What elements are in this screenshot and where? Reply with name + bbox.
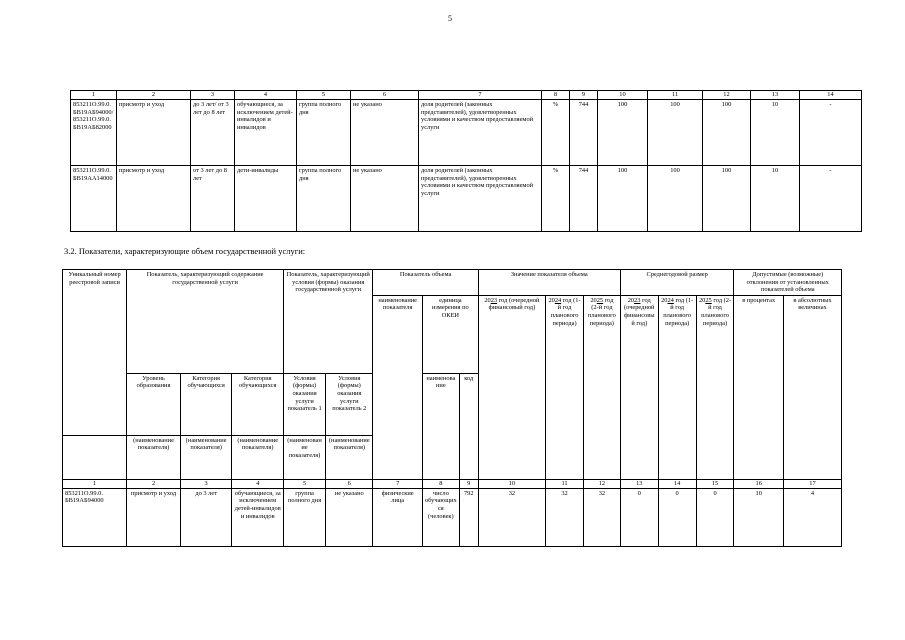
table-cell: не указано <box>351 100 419 166</box>
table-cell: доля родителей (законных представителей), удовлетворенных условиями и качеством предоставляемой услуги <box>419 100 542 166</box>
column-number: 7 <box>373 479 422 488</box>
column-number: 2 <box>127 479 181 488</box>
table-cell: группа полного дня <box>297 166 351 232</box>
header-year-1: 2023 год (очередной финансовый год) <box>478 295 545 479</box>
header-volume-indicator: Показатель объема <box>373 270 478 296</box>
table-cell: доля родителей (законных представителей), удовлетворенных условиями и качеством предоставляемой услуги <box>419 166 542 232</box>
column-number: 14 <box>658 479 696 488</box>
table-cell: 100 <box>703 166 751 232</box>
table-cell: 4 <box>783 488 841 546</box>
table-cell: 100 <box>598 100 648 166</box>
column-number: 7 <box>419 91 542 100</box>
column-number: 1 <box>63 479 127 488</box>
column-number: 8 <box>542 91 570 100</box>
header-content-indicator: Показатель, характеризующий содержание государственной услуги <box>127 270 284 374</box>
table-cell: обучающиеся, за исключением детей-инвалидов и инвалидов <box>232 488 284 546</box>
header-deviation-percent: в процентах <box>734 295 783 479</box>
table-cell: присмотр и уход <box>117 100 191 166</box>
header-volume-name: наименование показателя <box>373 295 422 479</box>
table-cell: 853211О.99.0. БВ19АБ94000 <box>63 488 127 546</box>
column-number: 1 <box>71 91 117 100</box>
table-cell: - <box>800 166 862 232</box>
column-number: 12 <box>583 479 620 488</box>
table-cell: не указано <box>351 166 419 232</box>
column-number: 13 <box>751 91 800 100</box>
header-year-5: 2024 год (1-й год планового периода) <box>658 295 696 479</box>
header-deviation: Допустимые (возможные) отклонения от установленных показателей объема <box>734 270 842 296</box>
table-cell: 100 <box>648 100 703 166</box>
subheader-level: Уровень образования <box>127 373 181 435</box>
column-number: 13 <box>620 479 658 488</box>
table-cell: 32 <box>546 488 584 546</box>
subheader-code: код <box>459 373 478 479</box>
table-cell: 744 <box>570 100 598 166</box>
table-cell: физические лица <box>373 488 422 546</box>
table-cell: группа полного дня <box>284 488 326 546</box>
header-unique-number: Уникальный номер реестровой записи <box>63 270 127 436</box>
table-row <box>63 488 842 546</box>
header-deviation-absolute: в абсолютных величинах <box>783 295 841 479</box>
table-cell: присмотр и уход <box>127 488 181 546</box>
name-hint: (наименование показателя) <box>127 435 181 479</box>
column-number: 3 <box>191 91 235 100</box>
column-number: 11 <box>546 479 584 488</box>
subheader-unit-name: наименование <box>422 373 459 479</box>
table-cell: - <box>800 100 862 166</box>
table-cell: 10 <box>751 100 800 166</box>
table-cell: 10 <box>751 166 800 232</box>
header-average-size: Среднегодовой размер <box>620 270 734 296</box>
subheader-category-1: Категория обучающихся <box>180 373 232 435</box>
column-number: 16 <box>734 479 783 488</box>
column-number: 3 <box>180 479 232 488</box>
quality-indicators-table <box>70 90 862 232</box>
table-row <box>71 100 862 166</box>
table-cell: дети-инвалиды <box>235 166 297 232</box>
volume-indicators-table <box>62 269 842 547</box>
header-conditions-indicator: Показатель, характеризующий условия (формы) оказания государственной услуги <box>284 270 373 374</box>
table-cell: 0 <box>658 488 696 546</box>
table-cell: 744 <box>570 166 598 232</box>
table-row <box>71 166 862 232</box>
column-number: 14 <box>800 91 862 100</box>
empty-cell <box>63 435 127 479</box>
table-cell: 100 <box>648 166 703 232</box>
header-unit: единица измерения по ОКЕИ <box>422 295 478 373</box>
column-number: 4 <box>235 91 297 100</box>
header-year-6: 2025 год (2-й год планового периода) <box>696 295 734 479</box>
table-cell: 0 <box>696 488 734 546</box>
table-cell: 32 <box>583 488 620 546</box>
table-cell: 853211О.99.0. БВ19АБ94000/ 853211О.99.0. БВ19АБ82000 <box>71 100 117 166</box>
table-cell: % <box>542 166 570 232</box>
table-cell: % <box>542 100 570 166</box>
column-number: 8 <box>422 479 459 488</box>
column-number: 9 <box>570 91 598 100</box>
subheader-category-2: Категория обучающихся <box>232 373 284 435</box>
header-year-2: 2024 год (1-й год планового периода) <box>546 295 584 479</box>
column-number: 11 <box>648 91 703 100</box>
column-number: 5 <box>284 479 326 488</box>
table-cell: 32 <box>478 488 545 546</box>
header-volume-value: Значение показателя объема <box>478 270 620 296</box>
column-number: 6 <box>326 479 373 488</box>
table-cell: до 3 лет <box>180 488 232 546</box>
column-number: 9 <box>459 479 478 488</box>
header-year-4: 2023 год (очередной финансовый год) <box>620 295 658 479</box>
table-cell: 0 <box>620 488 658 546</box>
table-cell: 792 <box>459 488 478 546</box>
page-number: 5 <box>448 14 452 23</box>
header-year-3: 2025 год (2-й год планового периода) <box>583 295 620 479</box>
subheader-condition-2: Условия (формы) оказания услуги показатель 2 <box>326 373 373 435</box>
table-cell: число обучающихся (человек) <box>422 488 459 546</box>
table-cell: не указано <box>326 488 373 546</box>
table-cell: присмотр и уход <box>117 166 191 232</box>
name-hint: (наименование показателя) <box>180 435 232 479</box>
column-number: 2 <box>117 91 191 100</box>
table-cell: 100 <box>598 166 648 232</box>
column-number: 5 <box>297 91 351 100</box>
column-number: 10 <box>598 91 648 100</box>
table-cell: обучающиеся, за исключением детей-инвалидов и инвалидов <box>235 100 297 166</box>
column-number: 4 <box>232 479 284 488</box>
column-number: 6 <box>351 91 419 100</box>
table-cell: 853211О.99.0. БВ19АА14000 <box>71 166 117 232</box>
table-cell: 10 <box>734 488 783 546</box>
column-number: 10 <box>478 479 545 488</box>
table-cell: группа полного дня <box>297 100 351 166</box>
column-number: 15 <box>696 479 734 488</box>
name-hint: (наименование показателя) <box>284 435 326 479</box>
name-hint: (наименование показателя) <box>326 435 373 479</box>
table-cell: 100 <box>703 100 751 166</box>
column-number: 17 <box>783 479 841 488</box>
table-cell: до 3 лет/ от 3 лет до 8 лет <box>191 100 235 166</box>
column-number: 12 <box>703 91 751 100</box>
table-cell: от 3 лет до 8 лет <box>191 166 235 232</box>
section-title: 3.2. Показатели, характеризующие объем государственной услуги: <box>64 246 306 256</box>
name-hint: (наименование показателя) <box>232 435 284 479</box>
subheader-condition-1: Условия (формы) оказания услуги показатель 1 <box>284 373 326 435</box>
